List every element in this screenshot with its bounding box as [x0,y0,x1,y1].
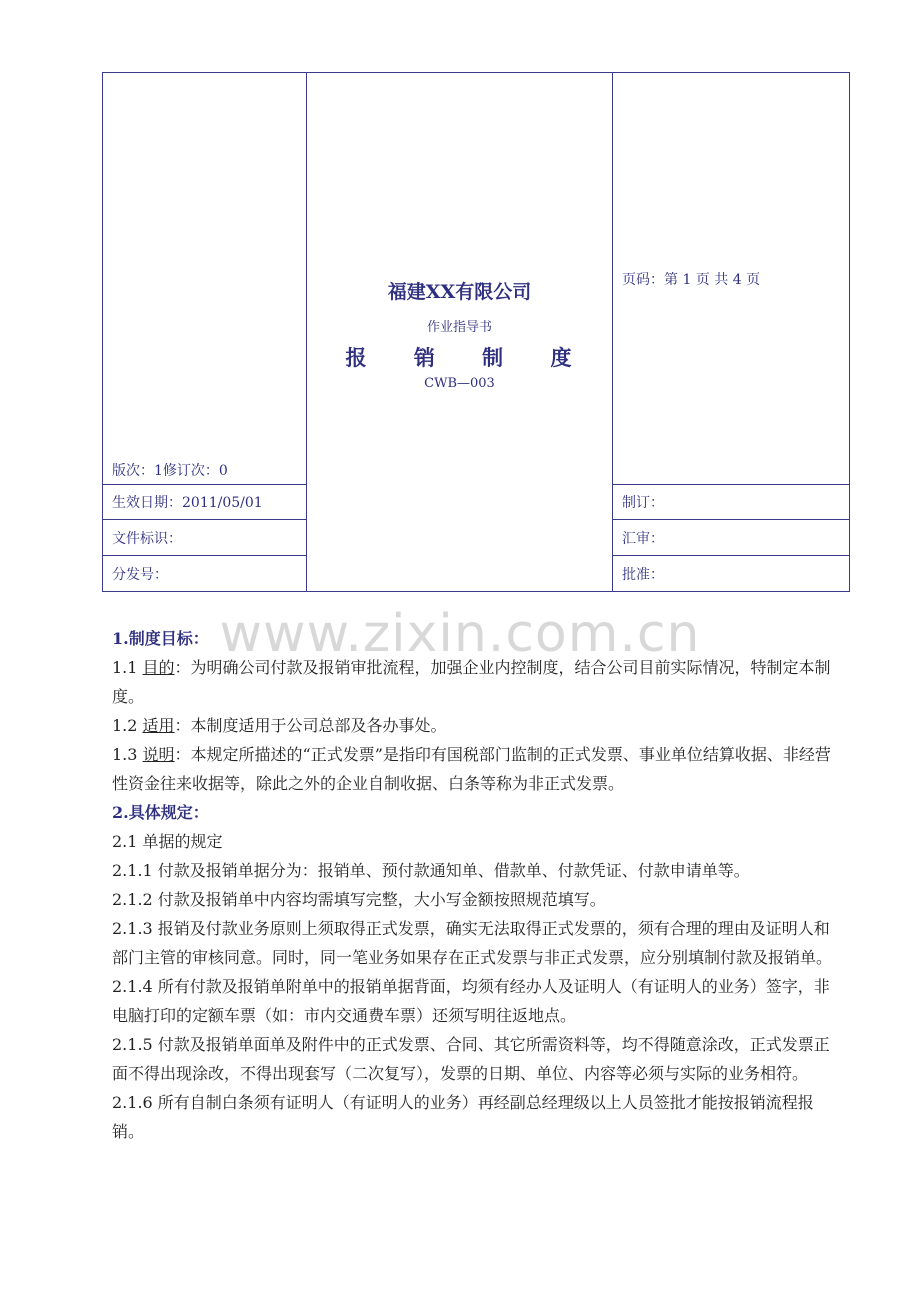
clause-label: 目的 [142,658,175,677]
section-heading-1: 1.制度目标： [112,629,209,648]
reviewed-cell [613,520,850,556]
reviewed-label: 汇审： [622,530,664,547]
dist-no-label: 分发号： [112,566,168,583]
page-info: 页码：第 1 页 共 4 页 [622,272,761,288]
prepared-label: 制订： [622,495,664,511]
paragraph-2-1-5: 2.1.5 付款及报销单面单及附件中的正式发票、合同、其它所需资料等，均不得随意涂改，正式发票正面不得出现涂改，不得出现套写（二次复写），发票的日期、单位、内容等必须与实际的业务相符。 [112,1035,830,1083]
paragraph-2-1-1: 2.1.1 付款及报销单据分为：报销单、预付款通知单、借款单、付款凭证、付款申请单等。 [112,861,750,880]
company-name: 福建XX有限公司 [387,281,532,303]
file-id-label: 文件标识： [112,530,182,547]
clause-number: 1.2 [112,716,143,735]
section-heading-2: 2.具体规定： [112,803,209,822]
effective-date: 生效日期：2011/05/01 [112,495,263,511]
clause-text: ：为明确公司付款及报销审批流程，加强企业内控制度，结合公司目前实际情况，特制定本制度。 [112,658,831,706]
document-title: 报 销 制 度 [345,345,592,370]
paragraph-2-1-4: 2.1.4 所有付款及报销单附单中的报销单据背面，均须有经办人及证明人（有证明人的业务）签字，非电脑打印的定额车票（如：市内交通费车票）还须写明往返地点。 [112,977,830,1025]
title-cell [307,73,613,592]
clause-number: 1.1 [112,658,143,677]
clause-label: 说明 [142,745,175,764]
paragraph-1-1 [112,653,844,711]
approved-cell [613,556,850,592]
clause-number: 1.3 [112,745,143,764]
file-id-cell [103,520,307,556]
document-code: CWB—003 [424,376,495,391]
effective-date-cell [103,485,307,520]
paragraph-2-1-6: 2.1.6 所有自制白条须有证明人（有证明人的业务）再经副总经理级以上人员签批才能按报销流程报销。 [112,1093,814,1141]
clause-label: 适用 [142,716,175,735]
paragraph-2-1: 2.1 单据的规定 [112,832,223,851]
document-header-table [102,72,850,592]
document-type: 作业指导书 [426,320,492,335]
page-info-cell [613,73,850,485]
clause-text: ：本规定所描述的“正式发票”是指印有国税部门监制的正式发票、事业单位结算收据、非经营性资金往来收据等，除此之外的企业自制收据、白条等称为非正式发票。 [112,745,831,793]
clause-text: ：本制度适用于公司总部及各办事处。 [174,716,447,735]
paragraph-1-2 [112,711,844,740]
paragraph-2-1-3: 2.1.3 报销及付款业务原则上须取得正式发票，确实无法取得正式发票的，须有合理的理由及证明人和部门主管的审核同意。同时，同一笔业务如果存在正式发票与非正式发票，应分别填制付款及报销单。 [112,919,833,967]
paragraph-2-1-2: 2.1.2 付款及报销单中内容均需填写完整，大小写金额按照规范填写。 [112,890,606,909]
approved-label: 批准： [622,566,664,583]
dist-no-cell [103,556,307,592]
paragraph-1-3 [112,740,844,798]
version-cell [103,73,307,485]
watermark: www.zixin.com.cn [219,604,701,664]
prepared-cell [613,485,850,520]
document-body [112,624,844,1146]
version-label: 版次：1修订次：0 [112,463,228,479]
